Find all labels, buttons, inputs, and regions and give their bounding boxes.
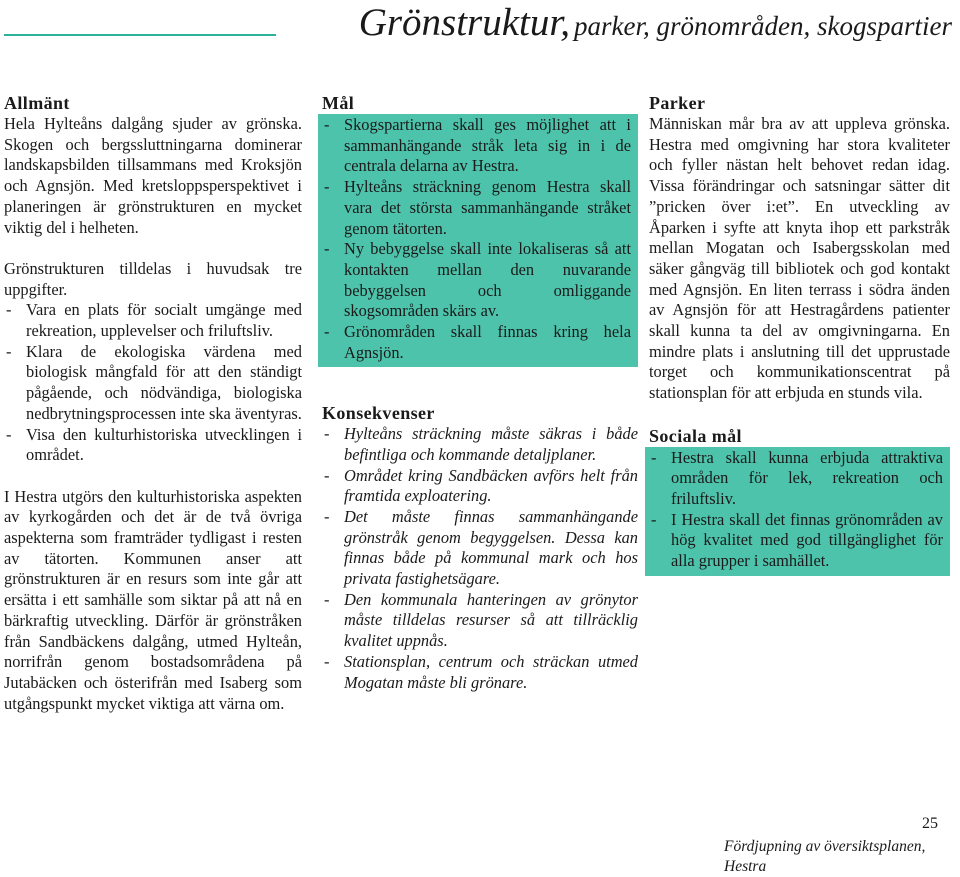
list-item: - Klara de ekologiska värdena med biologisk mångfald för att den ständigt pågående, och nödvändiga, biologiska nedbrytningsprocessen inte ska äventyras. — [4, 342, 302, 425]
section-heading-parker: Parker — [649, 93, 706, 113]
list-item: - Skogspartierna skall ges möjlighet att i sammanhängande stråk leta sig in i de centrala delarna av Hestra. — [322, 115, 631, 177]
list-item: - Ny bebyggelse skall inte lokaliseras så att kontakten mellan den nuvarande bebyggelsen och omliggande skogsområden skärs av. — [322, 239, 631, 322]
allmant-tasks-intro: Grönstrukturen tilldelas i huvudsak tre uppgifter. — [4, 258, 302, 299]
list-item: - Hylteåns sträckning genom Hestra skall vara det största sammanhängande stråket genom tätorten. — [322, 177, 631, 239]
konsekvenser-list — [322, 424, 638, 693]
list-item: - I Hestra skall det finnas grönområden av hög kvalitet med god tillgänglighet för alla grupper i samhället. — [649, 510, 943, 572]
page-title-main: Grönstruktur, — [358, 1, 570, 44]
page-title-sub: parker, grönområden, skogspartier — [574, 11, 952, 41]
section-heading-allmant: Allmänt — [4, 93, 70, 113]
mal-highlight-box — [318, 114, 638, 367]
allmant-closing: I Hestra utgörs den kulturhistoriska aspekten av kyrkogården och det är de två övriga aspekterna som framträder tydligast i resten av tätorten. Kommunen anser att grönstrukturen är en resurs som inte går att ersätta i ett samhälle som siktar på att nå en bärkraftig utveckling. Därför är grönstråken från Sandbäckens dalgång, utmed Hylteån, norrifrån genom bostadsområdena på Jutabäcken och österifrån med Isaberg som utgångspunkt mycket viktiga att värna om. — [4, 486, 302, 713]
column-parker — [649, 92, 950, 576]
list-item: - Visa den kulturhistoriska utvecklingen i området. — [4, 425, 302, 466]
page-number: 25 — [922, 815, 938, 832]
list-item: - Området kring Sandbäcken avförs helt från framtida exploatering. — [322, 466, 638, 507]
column-allmant — [4, 92, 302, 714]
column-mal — [322, 92, 638, 693]
footer-note: Fördjupning av översiktsplanen, Hestra — [724, 838, 926, 875]
section-heading-sociala-mal: Sociala mål — [649, 425, 742, 446]
page-title — [359, 0, 952, 45]
list-item: - Hylteåns sträckning måste säkras i både befintliga och kommande detaljplaner. — [322, 424, 638, 465]
parker-text: Människan mår bra av att uppleva grönska. Hestra med omgivning har stora kvaliteter och fyller nästan helt behovet redan idag. Vissa förändringar och satsningar sätter dit ”pricken över i:et”. En utveckling av Åparken i syfte att knyta ihop ett parkstråk mellan Mogatan och Isabergsskolan med säker gångväg till bibliotek och god kontakt med Agnsjön. En liten terrass i södra änden av Agnsjön för att Hestragårdens patienter skall kunna ta del av omgivningarna. En mindre plats i anslutning till det upprustade torget och kommunikationscentrat på stationsplan för att erbjuda en stunds vila. — [649, 114, 950, 403]
list-item: - Den kommunala hanteringen av grönytor måste tilldelas resurser så att tillräcklig kvalitet uppnås. — [322, 590, 638, 652]
section-heading-mal: Mål — [322, 93, 355, 113]
list-item: - Det måste finnas sammanhängande grönstråk genom begyggelsen. Dessa kan finnas både på kommunal mark och hos privata fastighetsägare. — [322, 507, 638, 590]
mal-list — [322, 115, 631, 363]
sociala-mal-list — [649, 448, 943, 572]
list-item: - Vara en plats för socialt umgänge med rekreation, upplevelser och friluftsliv. — [4, 300, 302, 341]
list-item: - Grönområden skall finnas kring hela Agnsjön. — [322, 322, 631, 363]
allmant-intro: Hela Hylteåns dalgång sjuder av grönska. Skogen och bergssluttningarna dominerar landskapsbilden tillsammans med Kroksjön och Agnsjön. Med kretsloppsperspektivet i planeringen är grönstrukturen en mycket viktig del i helheten. — [4, 114, 302, 237]
allmant-task-list — [4, 300, 302, 466]
sociala-mal-highlight-box — [645, 447, 950, 576]
header-rule — [4, 34, 276, 36]
list-item: - Hestra skall kunna erbjuda attraktiva områden för lek, rekreation och friluftsliv. — [649, 448, 943, 510]
list-item: - Stationsplan, centrum och sträckan utmed Mogatan måste bli grönare. — [322, 652, 638, 693]
section-heading-konsekvenser: Konsekvenser — [322, 403, 435, 424]
